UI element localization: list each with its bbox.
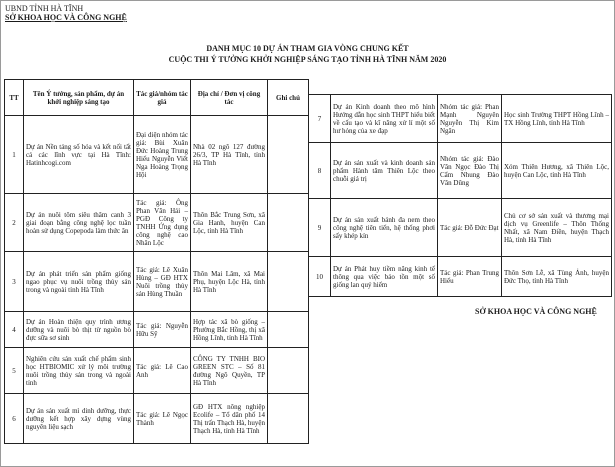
cell-tt: 5	[5, 348, 24, 394]
cell-note	[268, 194, 309, 252]
cell-note	[268, 348, 309, 394]
cell-address: Thôn Bắc Trung Sơn, xã Gia Hanh, huyện Can Lộc, tỉnh Hà Tĩnh	[191, 194, 268, 252]
cell-name: Dự án Hoàn thiện quy trình ương dưỡng và nuôi bò thịt từ nguồn bò đực sữa sơ sinh	[24, 312, 134, 348]
cell-tt: 4	[5, 312, 24, 348]
cell-author: Nhóm tác giả: Phan Mạnh Nguyên Nguyễn Thị Kim Ngân	[438, 95, 502, 143]
cell-tt: 1	[5, 116, 24, 194]
col-header-name: Tên Ý tưởng, sản phẩm, dự án khởi nghiệp sáng tạo	[24, 80, 134, 116]
table-row	[5, 348, 309, 394]
table-row	[309, 199, 612, 257]
cell-name: Dự án sản xuất bánh đa nem theo công nghệ tiên tiến, hệ thống phơi sấy khép kín	[331, 199, 438, 257]
cell-author: Tác giả: Ông Phan Văn Hải – PGĐ Công ty TNHH Ứng dụng công nghệ cao Nhân Lộc	[134, 194, 191, 252]
cell-tt: 2	[5, 194, 24, 252]
cell-author: Tác giả: Nguyễn Hữu Sỹ	[134, 312, 191, 348]
cell-address: GĐ HTX nông nghiệp Ecolife – Tổ dân phố 14 Thị trấn Thạch Hà, huyện Thạch Hà, tỉnh Hà Tĩnh	[191, 394, 268, 444]
table-row	[5, 252, 309, 312]
cell-name: Dự án Phát huy tiềm năng kinh tế thông qua việc bảo tồn một số giống lan quý hiếm	[331, 257, 438, 297]
cell-address: Học sinh Trường THPT Hồng Lĩnh – TX Hồng Lĩnh, tỉnh Hà Tĩnh	[502, 95, 612, 143]
cell-name: Dự án phát triển sản phẩm giống ngao phục vụ nuôi trồng thủy sản trong và ngoài tỉnh Hà Tĩnh	[24, 252, 134, 312]
col-header-tt: TT	[5, 80, 24, 116]
table-row	[5, 194, 309, 252]
cell-tt: 6	[5, 394, 24, 444]
cell-note	[268, 116, 309, 194]
cell-author: Tác giả: Lê Ngọc Thành	[134, 394, 191, 444]
header	[5, 4, 127, 22]
title-line-2: CUỘC THI Ý TƯỞNG KHỞI NGHIỆP SÁNG TẠO TỈNH HÀ TĨNH NĂM 2020	[168, 55, 447, 64]
cell-address: Nhà 02 ngõ 127 đường 26/3, TP Hà Tĩnh, tỉnh Hà Tĩnh	[191, 116, 268, 194]
table-row	[5, 312, 309, 348]
cell-tt: 8	[309, 143, 331, 199]
table-header-row	[5, 80, 309, 116]
cell-address: Thôn Sơn Lễ, xã Tùng Ảnh, huyện Đức Thọ, tỉnh Hà Tĩnh	[502, 257, 612, 297]
table-row	[309, 257, 612, 297]
table-row	[5, 394, 309, 444]
cell-address: CÔNG TY TNHH BIO GREEN STC – Số 81 đường Ngô Quyền, TP Hà Tĩnh	[191, 348, 268, 394]
col-header-author: Tác giả/nhóm tác giả	[134, 80, 191, 116]
cell-address: Hợp tác xã bò giống – Phường Bắc Hồng, thị xã Hồng Lĩnh, tỉnh Hà Tĩnh	[191, 312, 268, 348]
cell-name: Dự án Nền tảng số hóa và kết nối tất cả các lĩnh vực tại Hà Tĩnh: Hatinhcogi.com	[24, 116, 134, 194]
col-header-address: Địa chỉ / Đơn vị công tác	[191, 80, 268, 116]
cell-name: Dự án sản xuất và kinh doanh sản phẩm Hành tăm Thiên Lộc theo chuỗi giá trị	[331, 143, 438, 199]
header-dept: SỞ KHOA HỌC VÀ CÔNG NGHỆ	[5, 13, 127, 22]
table-row	[309, 95, 612, 143]
footer-signature: SỞ KHOA HỌC VÀ CÔNG NGHỆ	[475, 307, 597, 316]
cell-tt: 10	[309, 257, 331, 297]
cell-note	[268, 312, 309, 348]
table-row	[5, 116, 309, 194]
title-line-1: DANH MỤC 10 DỰ ÁN THAM GIA VÒNG CHUNG KẾT	[206, 44, 409, 53]
cell-tt: 3	[5, 252, 24, 312]
cell-name: Nghiên cứu sản xuất chế phẩm sinh học HTBIOMIC xử lý môi trường nuôi trồng thủy sản trong và ngoài tỉnh	[24, 348, 134, 394]
cell-name: Dự án nuôi tôm siêu thâm canh 3 giai đoạn bằng công nghệ lọc tuần hoàn sử dụng Copepoda làm thức ăn	[24, 194, 134, 252]
projects-table-left	[4, 79, 309, 444]
cell-author: Đại diện nhóm tác giả: Bùi Xuân Đức Hoàng Trung Hiếu Nguyễn Viết Nga Hoàng Trọng Hội	[134, 116, 191, 194]
cell-address: Chủ cơ sở sản xuất và thương mại dịch vụ Greenlife – Thôn Thống Nhất, xã Nam Điền, huyện Thạch Hà, tỉnh Hà Tĩnh	[502, 199, 612, 257]
cell-author: Nhóm tác giả: Đào Văn Ngọc Đào Thị Cẩm Nhung Đào Văn Dũng	[438, 143, 502, 199]
cell-address: Xóm Thiên Hương, xã Thiên Lộc, huyện Can Lộc, tỉnh Hà Tĩnh	[502, 143, 612, 199]
cell-name: Dự án Kinh doanh theo mô hình Hướng dẫn học sinh THPT hiểu biết về cấu tạo và kĩ năng xử lí một số hư hỏng của xe đạp	[331, 95, 438, 143]
projects-table-right	[308, 94, 612, 297]
cell-author: Tác giả: Đỗ Đức Đạt	[438, 199, 502, 257]
table-row	[309, 143, 612, 199]
cell-note	[268, 394, 309, 444]
cell-author: Tác giả: Phan Trung Hiếu	[438, 257, 502, 297]
cell-tt: 7	[309, 95, 331, 143]
cell-note	[268, 252, 309, 312]
cell-tt: 9	[309, 199, 331, 257]
col-header-note: Ghi chú	[268, 80, 309, 116]
cell-name: Dự án sản xuất mì dinh dưỡng, thực dưỡng kết hợp xây dựng vùng nguyên liệu sạch	[24, 394, 134, 444]
header-org: UBND TỈNH HÀ TĨNH	[5, 4, 84, 13]
cell-author: Tác giả: Lê Cao Anh	[134, 348, 191, 394]
cell-author: Tác giả: Lê Xuân Hùng – GĐ HTX Nuôi trồng thủy sản Hùng Thuần	[134, 252, 191, 312]
cell-address: Thôn Mai Lâm, xã Mai Phụ, huyện Lộc Hà, tỉnh Hà Tĩnh	[191, 252, 268, 312]
